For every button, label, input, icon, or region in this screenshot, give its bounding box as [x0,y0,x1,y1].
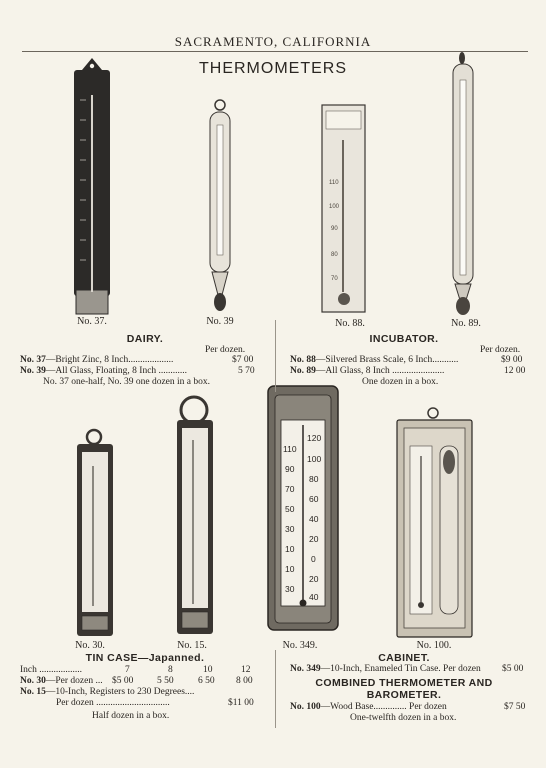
big-scale-90: 90 [285,464,295,474]
tincase-per-dozen-line: Per dozen ............................... [56,698,170,708]
thermometer-no37-image [74,58,110,314]
incubator-no89-label: No. 89 [290,366,316,376]
column-separator [275,650,276,728]
incubator-no88-label: No. 88 [290,355,316,365]
tincase-size-12: 12 [241,665,251,675]
big-scale-20: 20 [309,534,319,544]
cabinet-no100-price: $7 50 [504,702,526,712]
tincase-line-no30 [20,676,103,686]
tincase-no30-label: No. 30 [20,676,46,686]
cabinet-no349-price: $5 00 [502,664,524,674]
caption-no37: No. 37. [77,316,107,327]
big-scale-50: 50 [285,504,295,514]
caption-no100: No. 100. [416,640,452,651]
inc-scale-90: 90 [331,226,338,232]
thermometer-no100-image [397,408,472,637]
dairy-no39-price: 5 70 [238,366,255,376]
column-separator [275,320,276,392]
caption-no39: No. 39 [206,316,234,327]
tincase-no15-label: No. 15 [20,687,46,697]
tincase-inch-dots: .................. [39,665,83,675]
cabinet-line-no100 [290,702,447,712]
tincase-line-no15 [20,687,194,697]
caption-no15: No. 15. [177,640,207,651]
big-scale-120: 120 [307,433,322,443]
thermometer-no39-image [210,100,230,311]
dairy-per-dozen: Per dozen. [205,345,246,355]
inc-scale-100: 100 [329,204,340,210]
incubator-line-no89 [290,366,444,376]
tincase-no15-price: $11 00 [228,698,254,708]
caption-no88: No. 88. [335,318,365,329]
dairy-no39-desc: —All Glass, Floating, 8 Inch ............ [45,366,188,376]
cabinet-no100-label: No. 100 [290,702,321,712]
big-scale-0: 0 [311,554,316,564]
incubator-no89-price: 12 00 [504,366,526,376]
big-scale-100: 100 [307,454,322,464]
dairy-no37-price: $7 00 [232,355,254,365]
thermometer-no30-image [77,430,113,636]
tincase-note: Half dozen in a box. [92,711,170,721]
dairy-heading: DAIRY. [126,333,164,345]
cabinet-no349-label: No. 349 [290,664,321,674]
tincase-price-8: 5 50 [157,676,174,686]
incubator-note: One dozen in a box. [362,377,439,387]
incubator-no89-desc: —All Glass, 8 Inch ...................... [315,366,445,376]
thermometer-no88-image [322,105,365,312]
caption-no349: No. 349. [282,640,318,651]
cabinet-note: One-twelfth dozen in a box. [350,713,457,723]
incubator-per-dozen: Per dozen. [480,345,521,355]
tincase-price-12: 8 00 [236,676,253,686]
incubator-line-no88 [290,355,458,365]
big-scale-30: 30 [285,524,295,534]
combined-heading-line2: BAROMETER. [366,689,442,701]
dairy-no37-desc: —Bright Zinc, 8 Inch................... [45,355,174,365]
big-scale-110: 110 [283,444,297,454]
dairy-line-no39 [20,366,187,376]
tincase-size-8: 8 [168,665,173,675]
big-scale-60: 60 [309,494,319,504]
tincase-no30-desc: —Per dozen ... [45,676,103,686]
inc-scale-110: 110 [329,180,339,186]
thermometer-no349-image [268,386,338,630]
big-scale-10: 10 [285,544,295,554]
caption-no89: No. 89. [451,318,481,329]
inc-scale-70: 70 [331,276,338,282]
dairy-no39-label: No. 39 [20,366,46,376]
big-scale-40: 40 [309,514,319,524]
tincase-inch-row [20,665,82,675]
combined-heading-line1: COMBINED THERMOMETER AND [315,677,493,689]
cabinet-line-no349 [290,664,481,674]
big-scale-80: 80 [309,474,319,484]
incubator-no88-desc: —Silvered Brass Scale, 6 Inch........... [315,355,459,365]
tincase-price-10: 6 50 [198,676,215,686]
tincase-heading: TIN CASE—Japanned. [85,652,205,664]
dairy-line-no37 [20,355,173,365]
big-scale-10b: 10 [285,564,295,574]
cabinet-no349-desc: —10-Inch, Enameled Tin Case. Per dozen [320,664,481,674]
thermometer-no89-image [453,52,473,315]
dairy-note: No. 37 one-half, No. 39 one dozen in a box. [43,377,211,387]
inc-scale-80: 80 [331,252,338,258]
big-scale-30b: 30 [285,584,295,594]
cabinet-no100-desc: —Wood Base.............. Per dozen [320,702,447,712]
tincase-size-7: 7 [125,665,130,675]
thermometer-no15-image [177,397,213,634]
cabinet-heading: CABINET. [378,652,430,664]
incubator-no88-price: $9 00 [501,355,523,365]
tincase-size-10: 10 [203,665,213,675]
dairy-no37-label: No. 37 [20,355,46,365]
big-scale-40b: 40 [309,592,319,602]
big-scale-70: 70 [285,484,295,494]
caption-no30: No. 30. [75,640,105,651]
tincase-inch-label: Inch [20,665,37,675]
city-heading: SACRAMENTO, CALIFORNIA [174,34,372,49]
big-scale-20b: 20 [309,574,319,584]
incubator-heading: INCUBATOR. [369,333,439,345]
page-title: THERMOMETERS [199,60,347,77]
tincase-no15-desc: —10-Inch, Registers to 230 Degrees.... [45,687,195,697]
tincase-price-7: $5 00 [112,676,134,686]
